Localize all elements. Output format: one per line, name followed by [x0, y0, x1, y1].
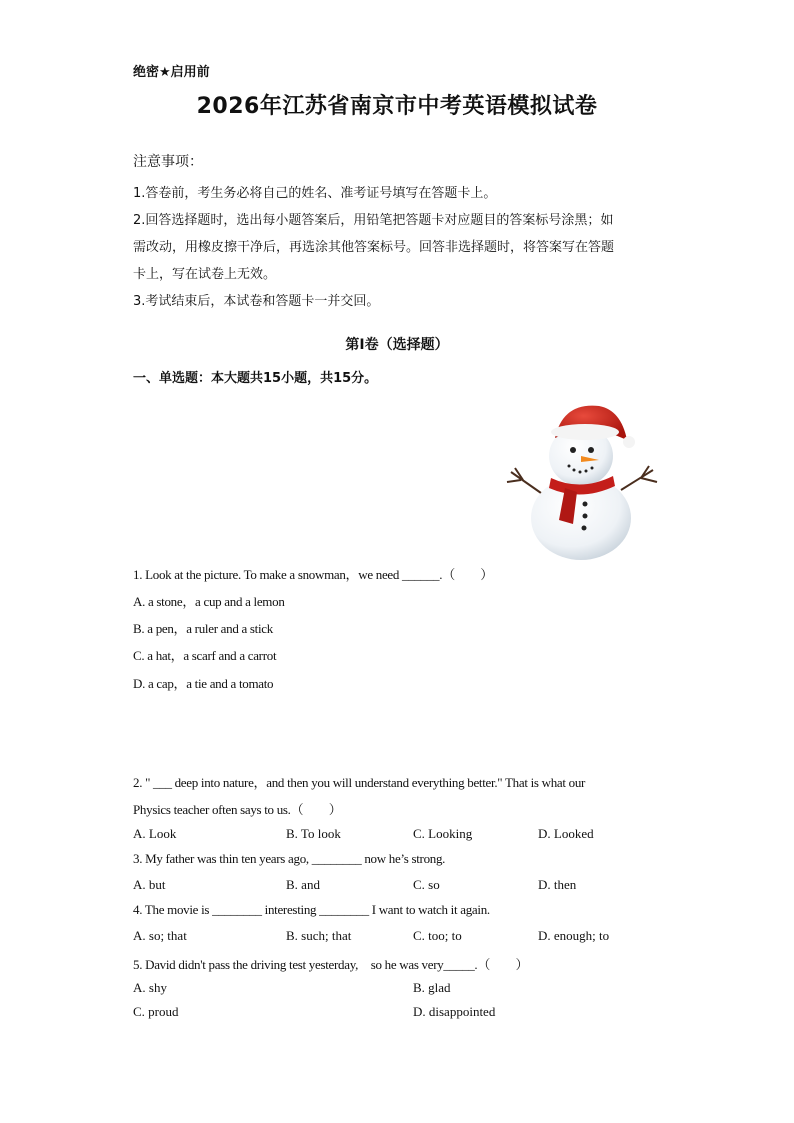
question-1-stem: 1. Look at the picture. To make a snowman，we need ______.（ ）: [133, 567, 493, 582]
notice-line: 1.答卷前，考生务必将自己的姓名、准考证号填写在答题卡上。: [133, 186, 497, 201]
confidential-label: 绝密★启用前: [133, 65, 210, 80]
question-2-stem: 2. " ___ deep into nature，and then you will understand everything better." That is what our: [133, 775, 586, 790]
question-4-option-c[interactable]: C. too; to: [413, 928, 462, 943]
question-4-option-a[interactable]: A. so; that: [133, 928, 187, 943]
question-2-stem-cont: Physics teacher often says to us.（ ）: [133, 802, 342, 817]
question-5-option-d[interactable]: D. disappointed: [413, 1004, 496, 1019]
question-5-option-b[interactable]: B. glad: [413, 980, 451, 995]
notice-line: 3.考试结束后，本试卷和答题卡一并交回。: [133, 294, 380, 309]
question-5-option-a[interactable]: A. shy: [133, 980, 167, 995]
question-3-option-b[interactable]: B. and: [286, 877, 320, 892]
notice-line: 卡上，写在试卷上无效。: [133, 267, 277, 282]
question-1-option-a[interactable]: A. a stone，a cup and a lemon: [133, 594, 285, 609]
section-title: 一、单选题：本大题共15小题，共15分。: [133, 371, 378, 386]
question-2-option-a[interactable]: A. Look: [133, 826, 177, 841]
page-title: 2026年江苏省南京市中考英语模拟试卷: [196, 94, 598, 119]
notice-heading: 注意事项：: [133, 154, 203, 170]
question-1-option-b[interactable]: B. a pen，a ruler and a stick: [133, 621, 273, 636]
question-3-stem: 3. My father was thin ten years ago, ________ now he’s strong.: [133, 851, 446, 866]
question-1-option-c[interactable]: C. a hat，a scarf and a carrot: [133, 648, 277, 663]
question-1-option-d[interactable]: D. a cap，a tie and a tomato: [133, 676, 274, 691]
part-title: 第I卷（选择题）: [345, 337, 449, 353]
notice-line: 2.回答选择题时，选出每小题答案后，用铅笔把答题卡对应题目的答案标号涂黑；如: [133, 213, 614, 228]
question-4-stem: 4. The movie is ________ interesting ________ I want to watch it again.: [133, 902, 490, 917]
question-2-option-b[interactable]: B. To look: [286, 826, 341, 841]
question-4-option-d[interactable]: D. enough; to: [538, 928, 610, 943]
question-3-option-a[interactable]: A. but: [133, 877, 166, 892]
question-5-option-c[interactable]: C. proud: [133, 1004, 179, 1019]
question-5-stem: 5. David didn't pass the driving test yesterday, so he was very_____.（ ）: [133, 957, 529, 972]
question-4-option-b[interactable]: B. such; that: [286, 928, 352, 943]
question-3-option-c[interactable]: C. so: [413, 877, 440, 892]
notice-line: 需改动，用橡皮擦干净后，再选涂其他答案标号。回答非选择题时，将答案写在答题: [133, 240, 615, 255]
question-2-option-d[interactable]: D. Looked: [538, 826, 594, 841]
question-2-option-c[interactable]: C. Looking: [413, 826, 473, 841]
question-3-option-d[interactable]: D. then: [538, 877, 577, 892]
snowman-image: [503, 400, 661, 562]
